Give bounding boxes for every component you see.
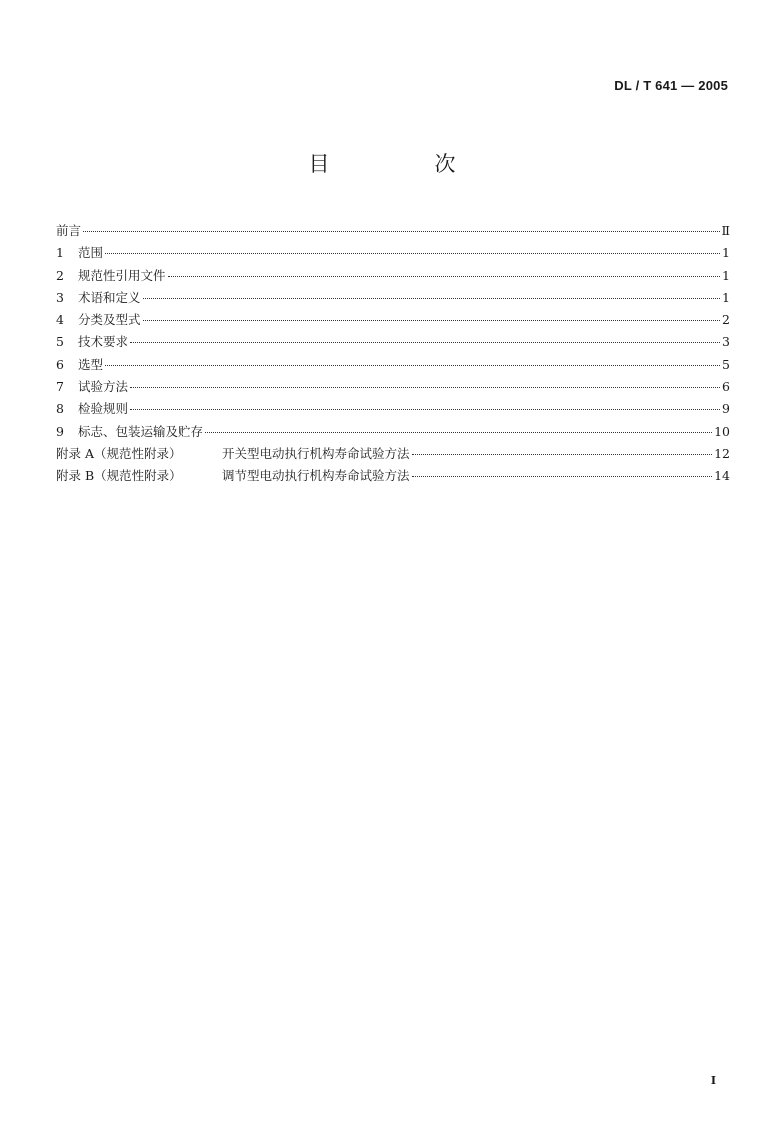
toc-entry-number: 2	[56, 267, 64, 283]
toc-entry-page: 14	[714, 468, 730, 484]
toc-leader-dots	[105, 365, 720, 366]
toc-entry-number: 3	[56, 289, 64, 305]
toc-entry-scope[interactable]	[56, 242, 730, 264]
toc-entry-title: 规范性引用文件	[78, 267, 166, 283]
toc-entry-page: 12	[714, 445, 730, 461]
toc-entry-page: 1	[722, 267, 730, 283]
toc-entry-annex-a[interactable]	[56, 443, 730, 465]
toc-leader-dots	[130, 387, 720, 388]
page-number: I	[710, 1074, 716, 1087]
toc-entry-title: 检验规则	[78, 401, 129, 417]
toc-leader-dots	[130, 342, 720, 343]
toc-entry-page: 9	[722, 401, 730, 417]
toc-leader-dots	[205, 432, 712, 433]
table-of-contents	[56, 220, 730, 488]
toc-leader-dots	[143, 320, 721, 321]
toc-entry-annex-b[interactable]	[56, 465, 730, 487]
toc-leader-dots	[168, 276, 721, 277]
toc-entry-terms-definitions[interactable]	[56, 287, 730, 309]
toc-entry-title: 开关型电动执行机构寿命试验方法	[222, 445, 410, 461]
toc-entry-title: 试验方法	[78, 379, 129, 395]
toc-entry-title: 术语和定义	[78, 289, 141, 305]
toc-entry-page: 3	[722, 334, 730, 350]
toc-entry-number: 4	[56, 312, 64, 328]
toc-leader-dots	[83, 231, 719, 232]
toc-annex-label: 附录 A（规范性附录）	[56, 445, 182, 461]
toc-entry-foreword[interactable]	[56, 220, 730, 242]
toc-entry-title: 选型	[78, 356, 104, 372]
toc-entry-number: 1	[56, 245, 64, 261]
toc-entry-number: 9	[56, 423, 64, 439]
toc-leader-dots	[412, 476, 713, 477]
toc-entry-classification[interactable]	[56, 309, 730, 331]
toc-title: 目 次	[308, 152, 498, 176]
toc-entry-title: 标志、包装运输及贮存	[78, 423, 204, 439]
toc-entry-test-methods[interactable]	[56, 376, 730, 398]
toc-entry-number: 8	[56, 401, 64, 417]
toc-entry-title: 技术要求	[78, 334, 129, 350]
toc-leader-dots	[130, 409, 720, 410]
toc-entry-number: 5	[56, 334, 64, 350]
toc-annex-label: 附录 B（规范性附录）	[56, 468, 182, 484]
toc-entry-title: 前言	[56, 223, 82, 238]
toc-entry-page: 1	[722, 289, 730, 305]
toc-entry-title: 分类及型式	[78, 312, 141, 328]
toc-entry-page: 1	[722, 245, 730, 261]
toc-entry-number: 6	[56, 356, 64, 372]
toc-entry-technical-requirements[interactable]	[56, 331, 730, 353]
toc-entry-page: 6	[722, 379, 730, 395]
toc-leader-dots	[412, 454, 713, 455]
toc-entry-selection[interactable]	[56, 354, 730, 376]
toc-entry-normative-references[interactable]	[56, 265, 730, 287]
toc-entry-page: 10	[714, 423, 730, 439]
toc-leader-dots	[105, 253, 720, 254]
toc-entry-title: 调节型电动执行机构寿命试验方法	[222, 468, 410, 484]
toc-leader-dots	[143, 298, 721, 299]
toc-entry-page: Ⅱ	[721, 223, 730, 238]
document-code: DL / T 641 — 2005	[614, 78, 728, 93]
toc-entry-inspection-rules[interactable]	[56, 398, 730, 420]
toc-entry-page: 2	[722, 312, 730, 328]
toc-entry-marking-packaging[interactable]	[56, 421, 730, 443]
toc-entry-page: 5	[722, 356, 730, 372]
toc-entry-number: 7	[56, 379, 64, 395]
toc-entry-title: 范围	[78, 245, 104, 261]
